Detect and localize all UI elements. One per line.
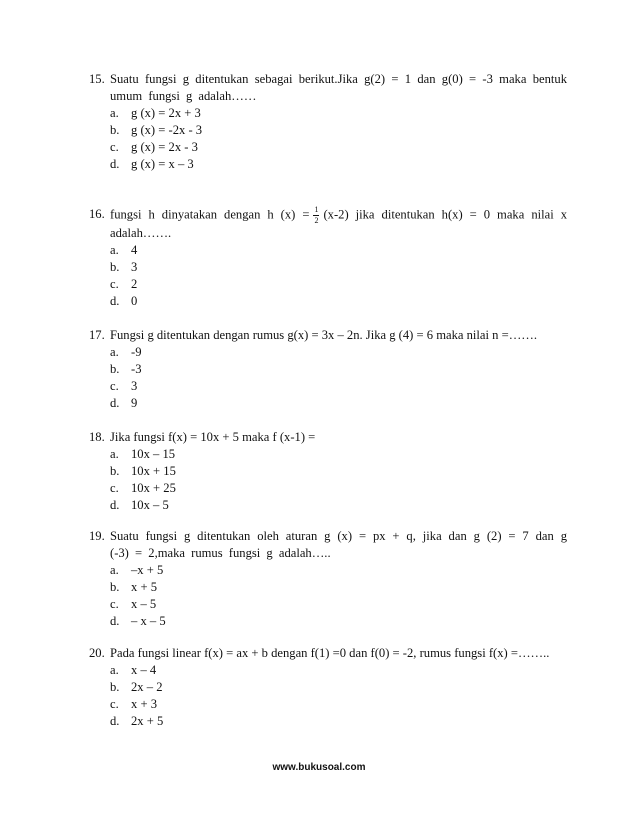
question-text: Suatu fungsi g ditentukan oleh aturan g (x) = px + q, jika dan g (2) = 7 dan g (-3) = 2,maka rumus fungsi g adalah….. xyxy=(110,529,567,560)
option-a xyxy=(89,662,567,679)
option-text: 10x + 15 xyxy=(131,464,176,478)
option-text: g (x) = -2x - 3 xyxy=(131,123,203,137)
question-18 xyxy=(89,429,567,514)
question-stem xyxy=(89,327,567,344)
option-letter: d. xyxy=(110,614,120,628)
question-text: Pada fungsi linear f(x) = ax + b dengan f(1) =0 dan f(0) = -2, rumus fungsi f(x) =…….. xyxy=(110,646,550,660)
option-letter: d. xyxy=(110,498,120,512)
option-letter: d. xyxy=(110,396,120,410)
option-text: 2x + 5 xyxy=(131,714,164,728)
option-text: -3 xyxy=(131,362,142,376)
option-c xyxy=(89,378,567,395)
option-list xyxy=(89,446,567,514)
question-number: 18. xyxy=(89,430,105,444)
option-letter: a. xyxy=(110,663,119,677)
option-list xyxy=(89,662,567,730)
option-letter: c. xyxy=(110,697,119,711)
option-b xyxy=(89,579,567,596)
option-text: x – 4 xyxy=(131,663,157,677)
option-a xyxy=(89,344,567,361)
option-b xyxy=(89,361,567,378)
option-text: 10x – 15 xyxy=(131,447,176,461)
option-b xyxy=(89,679,567,696)
option-text: 3 xyxy=(131,379,138,393)
option-text: g (x) = 2x + 3 xyxy=(131,106,201,120)
fraction xyxy=(313,206,319,225)
question-17 xyxy=(89,327,567,412)
option-letter: b. xyxy=(110,464,120,478)
option-a xyxy=(89,105,567,122)
fraction-denominator: 2 xyxy=(314,216,319,225)
option-b xyxy=(89,259,567,276)
option-letter: c. xyxy=(110,481,119,495)
option-letter: b. xyxy=(110,123,120,137)
question-stem xyxy=(89,645,567,662)
option-text: –x + 5 xyxy=(131,563,164,577)
option-letter: a. xyxy=(110,243,119,257)
question-number: 16. xyxy=(89,207,105,221)
question-number: 15. xyxy=(89,72,105,86)
option-d xyxy=(89,613,567,630)
option-list xyxy=(89,242,567,310)
option-text: x + 3 xyxy=(131,697,157,711)
option-a xyxy=(89,242,567,259)
option-text: 10x + 25 xyxy=(131,481,176,495)
option-text: 9 xyxy=(131,396,138,410)
option-a xyxy=(89,562,567,579)
question-16 xyxy=(89,206,567,310)
question-text: Fungsi g ditentukan dengan rumus g(x) = 3x – 2n. Jika g (4) = 6 maka nilai n =……. xyxy=(110,328,538,342)
option-letter: d. xyxy=(110,714,120,728)
question-stem xyxy=(89,528,567,562)
option-text: 2 xyxy=(131,277,138,291)
option-list xyxy=(89,105,567,173)
option-letter: b. xyxy=(110,580,120,594)
option-text: -9 xyxy=(131,345,142,359)
option-letter: a. xyxy=(110,106,119,120)
option-letter: b. xyxy=(110,260,120,274)
option-text: g (x) = x – 3 xyxy=(131,157,194,171)
question-19 xyxy=(89,528,567,630)
option-text: 2x – 2 xyxy=(131,680,163,694)
option-letter: c. xyxy=(110,140,119,154)
question-stem xyxy=(89,71,567,105)
question-number: 17. xyxy=(89,328,105,342)
question-number: 19. xyxy=(89,529,105,543)
option-c xyxy=(89,596,567,613)
option-text: 0 xyxy=(131,294,138,308)
question-text-before: fungsi h dinyatakan dengan h (x) = xyxy=(110,207,310,222)
question-stem xyxy=(89,429,567,446)
option-d xyxy=(89,293,567,310)
option-b xyxy=(89,463,567,480)
footer-url[interactable]: www.bukusoal.com xyxy=(272,762,366,773)
option-d xyxy=(89,156,567,173)
option-text: 3 xyxy=(131,260,138,274)
question-15 xyxy=(89,71,567,173)
option-d xyxy=(89,713,567,730)
option-c xyxy=(89,480,567,497)
question-text-after: (x-2) jika ditentukan h(x) = 0 maka nilai x adalah……. xyxy=(110,207,567,240)
option-c xyxy=(89,139,567,156)
option-b xyxy=(89,122,567,139)
option-letter: b. xyxy=(110,680,120,694)
option-letter: b. xyxy=(110,362,120,376)
fraction-numerator: 1 xyxy=(314,205,319,214)
option-letter: a. xyxy=(110,345,119,359)
option-letter: a. xyxy=(110,563,119,577)
question-stem xyxy=(89,206,567,242)
option-letter: d. xyxy=(110,157,120,171)
option-text: 10x – 5 xyxy=(131,498,169,512)
question-number: 20. xyxy=(89,646,105,660)
question-text: Jika fungsi f(x) = 10x + 5 maka f (x-1) = xyxy=(110,430,316,444)
option-letter: a. xyxy=(110,447,119,461)
question-text xyxy=(110,206,567,242)
option-letter: c. xyxy=(110,277,119,291)
option-text: – x – 5 xyxy=(131,614,166,628)
option-d xyxy=(89,497,567,514)
option-d xyxy=(89,395,567,412)
option-text: 4 xyxy=(131,243,138,257)
option-letter: c. xyxy=(110,597,119,611)
option-text: x + 5 xyxy=(131,580,157,594)
option-a xyxy=(89,446,567,463)
option-letter: c. xyxy=(110,379,119,393)
option-c xyxy=(89,696,567,713)
option-c xyxy=(89,276,567,293)
option-letter: d. xyxy=(110,294,120,308)
option-list xyxy=(89,562,567,630)
question-text: Suatu fungsi g ditentukan sebagai berikut.Jika g(2) = 1 dan g(0) = -3 maka bentuk umum fungsi g adalah…… xyxy=(110,72,567,103)
option-text: g (x) = 2x - 3 xyxy=(131,140,198,154)
option-text: x – 5 xyxy=(131,597,157,611)
option-list xyxy=(89,344,567,412)
question-20 xyxy=(89,645,567,730)
